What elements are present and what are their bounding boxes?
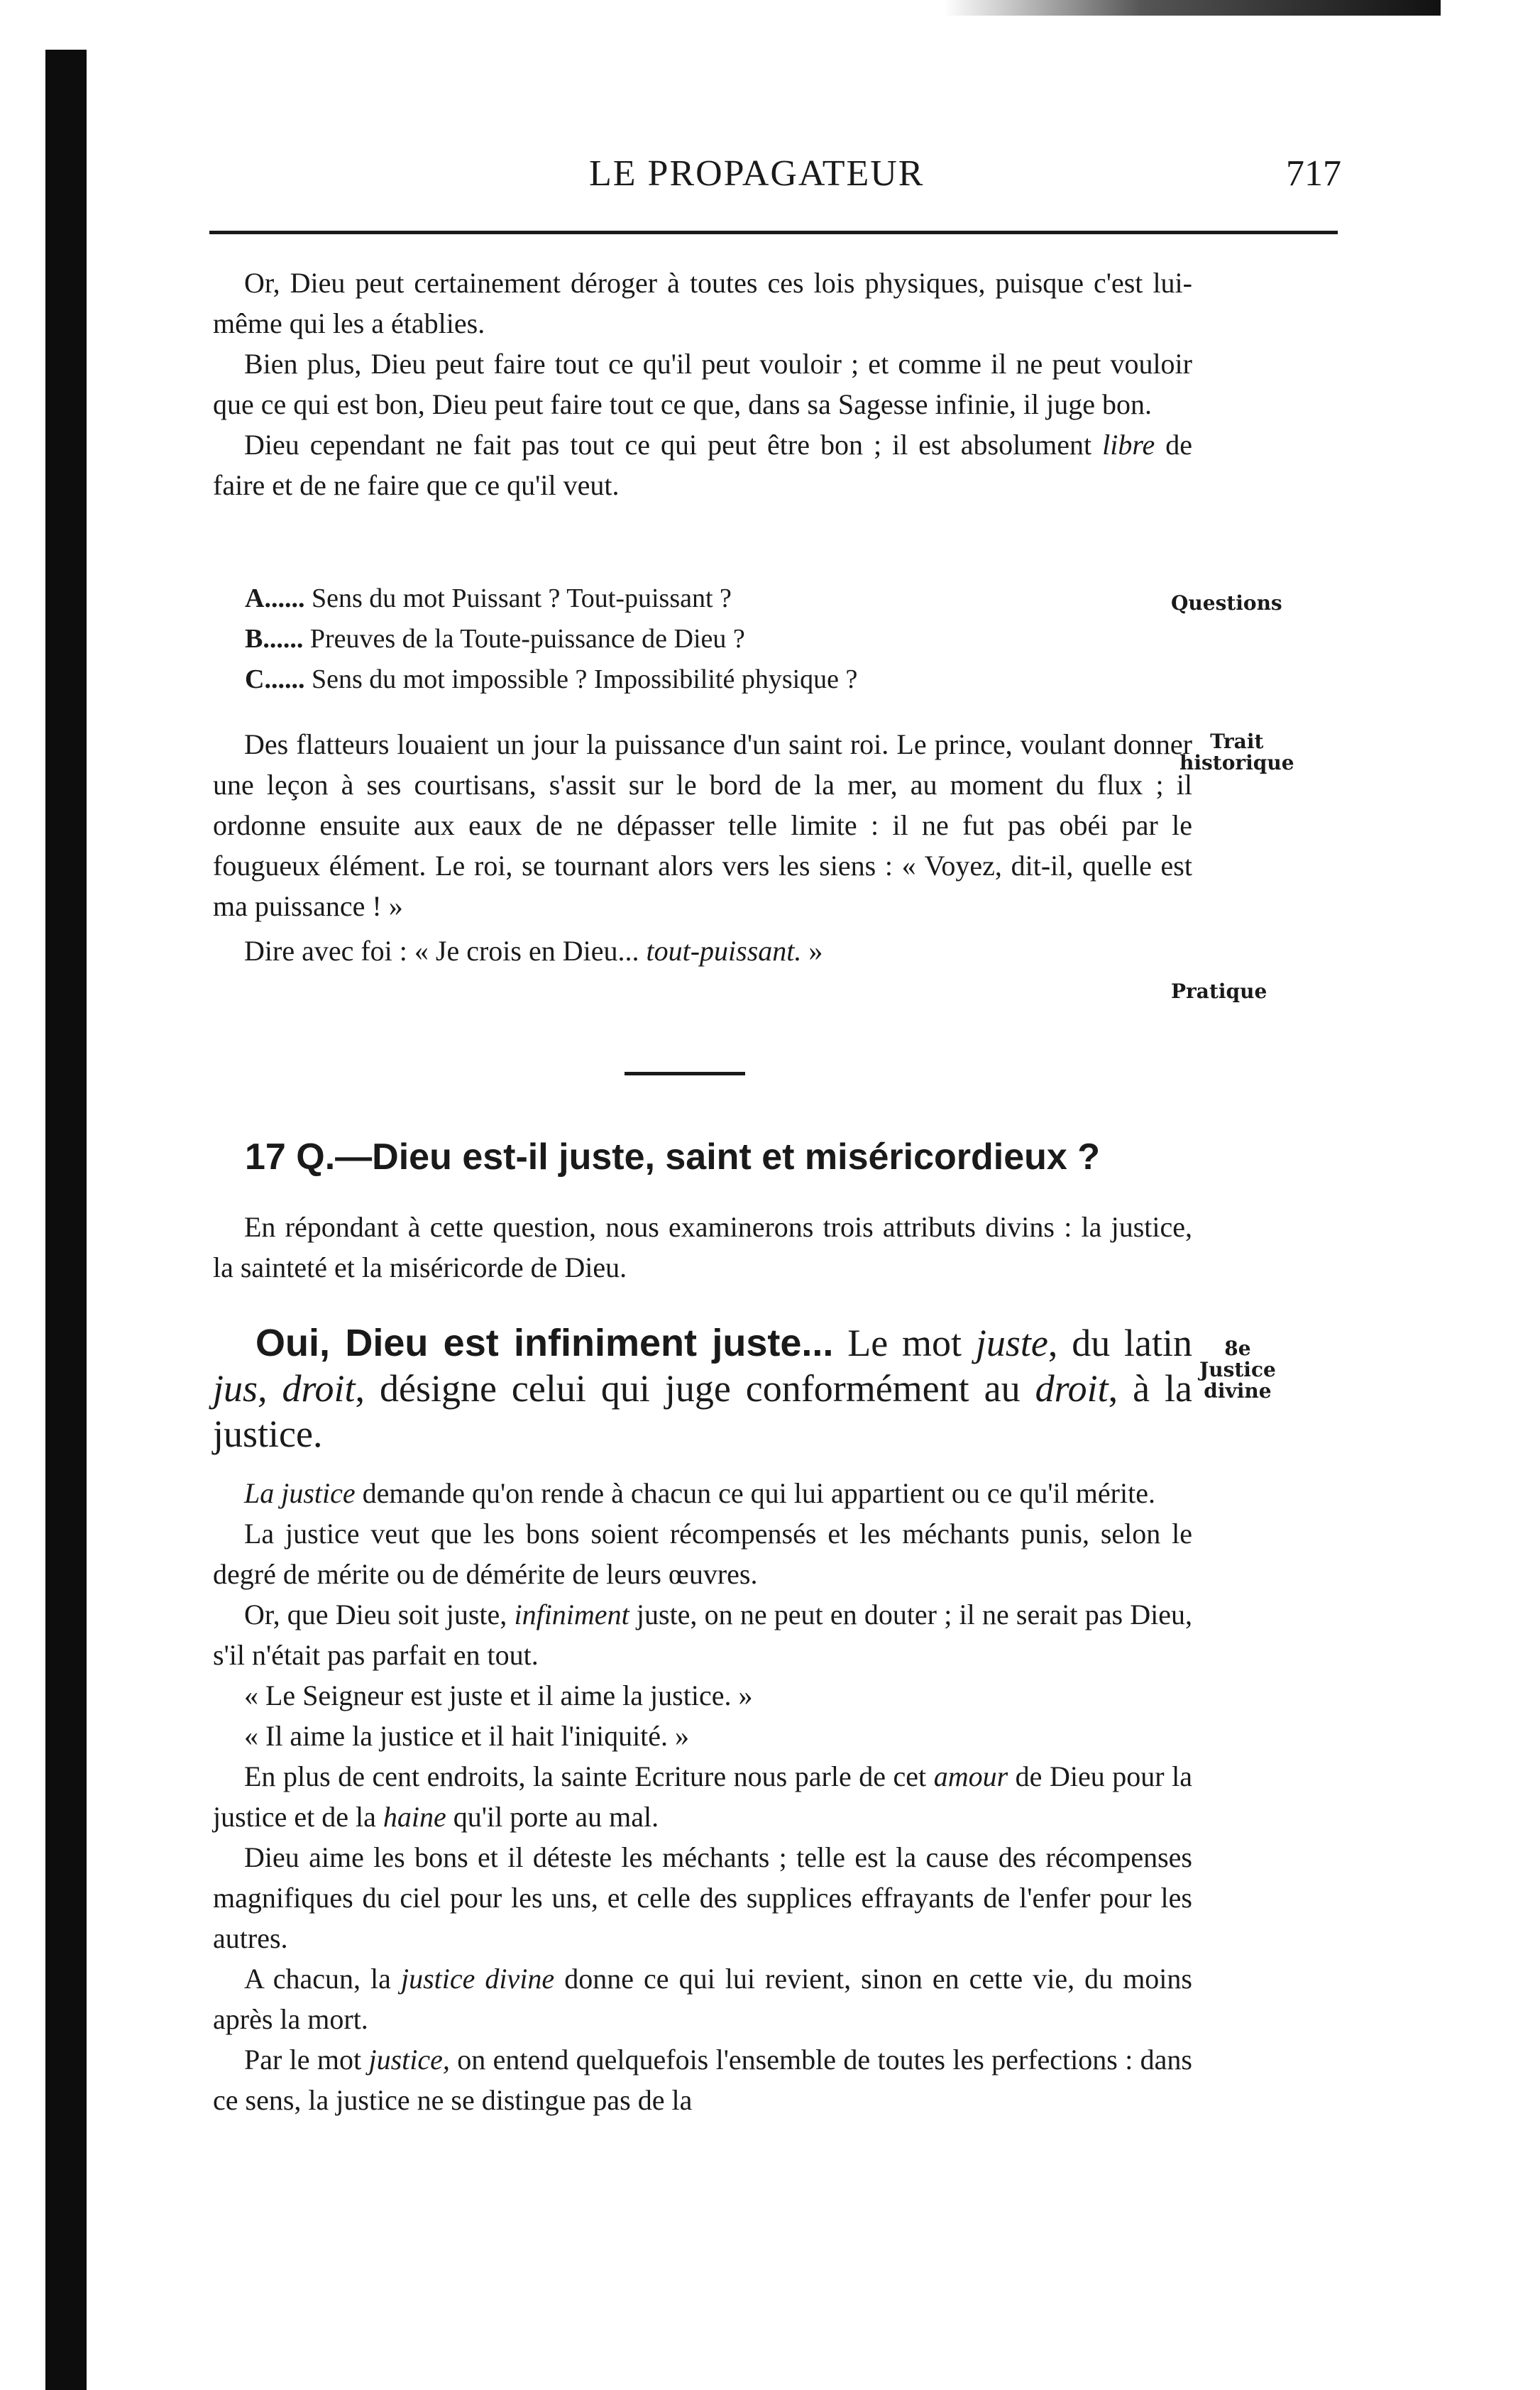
page-number: 717 bbox=[1286, 153, 1341, 194]
question-letter: C...... bbox=[245, 664, 305, 694]
note-line: historique bbox=[1179, 751, 1294, 774]
text-run: Or, que Dieu soit juste, bbox=[244, 1599, 515, 1630]
emphasis: libre bbox=[1102, 429, 1155, 461]
section-intro bbox=[213, 1207, 1192, 1288]
note-line: Trait bbox=[1210, 730, 1264, 753]
question-text: Preuves de la Toute-puissance de Dieu ? bbox=[303, 624, 745, 654]
trait-paragraph: Des flatteurs louaient un jour la puissance d'un saint roi. Le prince, voulant donner une leçon à ses courtisans, s'assit sur le bord de la mer, au moment du flux ; il ordonne ensuite aux eaux de ne dépasser telle limite : il ne fut pas obéi par le fougueux élément. Le roi, se tournant alors vers les siens : « Voyez, dit-il, quelle est ma puissance ! » bbox=[213, 728, 1192, 922]
emphasis: justice, bbox=[368, 2044, 450, 2076]
text-run: qu'il porte au mal. bbox=[446, 1801, 659, 1833]
text-run: En plus de cent endroits, la sainte Ecriture nous parle de cet bbox=[244, 1760, 934, 1792]
question-letter: B...... bbox=[245, 624, 304, 654]
lead-text bbox=[213, 1320, 1192, 1457]
emphasis: amour bbox=[933, 1760, 1008, 1792]
body-paragraph bbox=[213, 1473, 1192, 1513]
margin-note-questions: Questions bbox=[1171, 591, 1282, 615]
question-item bbox=[245, 619, 1167, 659]
section-separator bbox=[625, 1072, 745, 1075]
text-run: Le mot bbox=[833, 1322, 976, 1364]
section-intro-paragraph: En répondant à cette question, nous examinerons trois attributs divins : la justice, la sainteté et la miséricorde de Dieu. bbox=[213, 1211, 1192, 1283]
text-run: on entend quelquefois l'ensemble de toutes les perfections : dans ce sens, la justice ne se distingue pas de la bbox=[213, 2044, 1192, 2116]
body-paragraph: « Le Seigneur est juste et il aime la justice. » bbox=[244, 1679, 753, 1711]
note-line: Justice bbox=[1199, 1358, 1276, 1381]
intro-paragraph: Bien plus, Dieu peut faire tout ce qu'il peut vouloir ; et comme il ne peut vouloir que ce qui est bon, Dieu peut faire tout ce que, dans sa Sagesse infinie, il juge bon. bbox=[213, 348, 1192, 420]
emphasis: juste bbox=[975, 1322, 1048, 1364]
question-item bbox=[245, 659, 1167, 700]
question-item bbox=[245, 579, 1167, 619]
intro-paragraph bbox=[213, 424, 1192, 505]
pratique-paragraph bbox=[213, 931, 1192, 971]
note-line: 8e bbox=[1224, 1337, 1251, 1360]
body-paragraph bbox=[213, 2039, 1192, 2120]
text-run: donne ce qui lui revient, sinon en cette vie, du moins après la mort. bbox=[213, 1963, 1192, 2035]
text-run: , du latin bbox=[1047, 1322, 1192, 1364]
emphasis: La justice bbox=[244, 1477, 356, 1509]
emphasis: droit bbox=[1035, 1367, 1109, 1410]
question-text: Sens du mot Puissant ? Tout-puissant ? bbox=[304, 583, 732, 613]
text-run: Par le mot bbox=[244, 2044, 369, 2076]
text-run: » bbox=[801, 935, 823, 967]
text-run: , désigne celui qui juge conformément au bbox=[355, 1367, 1035, 1410]
margin-note-justice bbox=[1199, 1338, 1276, 1402]
question-text: Sens du mot impossible ? Impossibilité physique ? bbox=[304, 664, 858, 694]
text-run: Dire avec foi : « Je crois en Dieu... bbox=[244, 935, 647, 967]
text-run: A chacun, la bbox=[244, 1963, 401, 1995]
emphasis: tout-puissant. bbox=[646, 935, 802, 967]
running-title: LE PROPAGATEUR bbox=[589, 153, 925, 194]
body-paragraph: « Il aime la justice et il hait l'iniquité. » bbox=[244, 1720, 690, 1752]
trait-historique-text bbox=[213, 724, 1192, 971]
body-paragraph bbox=[213, 1756, 1192, 1837]
header-rule bbox=[209, 231, 1338, 234]
questions-list bbox=[245, 579, 1167, 700]
body-paragraph bbox=[213, 1594, 1192, 1675]
intro-paragraph: Or, Dieu peut certainement déroger à toutes ces lois physiques, puisque c'est lui-même qui les a établies. bbox=[213, 267, 1192, 339]
body-paragraph bbox=[213, 1958, 1192, 2039]
text-run: demande qu'on rende à chacun ce qui lui appartient ou ce qu'il mérite. bbox=[355, 1477, 1155, 1509]
margin-note-pratique: Pratique bbox=[1171, 980, 1267, 1003]
lead-bold: Oui, Dieu est infiniment juste... bbox=[255, 1322, 834, 1364]
text-run: de faire et de ne faire que ce qu'il veut. bbox=[213, 429, 1192, 501]
margin-note-trait bbox=[1179, 731, 1294, 774]
page-header bbox=[206, 146, 1341, 202]
text-run: juste, on ne peut en douter ; il ne serait pas Dieu, s'il n'était pas parfait en tout. bbox=[213, 1599, 1193, 1671]
note-line: divine bbox=[1204, 1379, 1272, 1403]
main-body bbox=[213, 1473, 1192, 2120]
body-paragraph: Dieu aime les bons et il déteste les méchants ; telle est la cause des récompenses magnifiques du ciel pour les uns, et celle des supplices effrayants de l'enfer pour les autres. bbox=[213, 1841, 1192, 1954]
question-letter: A...... bbox=[245, 583, 305, 613]
body-paragraph: La justice veut que les bons soient récompensés et les méchants punis, selon le degré de mérite ou de démérite de leurs œuvres. bbox=[213, 1518, 1192, 1590]
section-heading: 17 Q.—Dieu est-il juste, saint et miséricordieux ? bbox=[245, 1136, 1101, 1178]
text-run: de Dieu pour la justice et de la bbox=[213, 1760, 1192, 1833]
text-run: Dieu cependant ne fait pas tout ce qui peut être bon ; il est absolument bbox=[244, 429, 1103, 461]
emphasis: jus, droit bbox=[213, 1367, 356, 1410]
intro-text bbox=[213, 263, 1192, 505]
text-run: , à la justice. bbox=[213, 1367, 1192, 1455]
emphasis: haine bbox=[383, 1801, 446, 1833]
lead-paragraph bbox=[213, 1320, 1192, 1457]
emphasis: justice divine bbox=[400, 1963, 555, 1995]
emphasis: infiniment bbox=[514, 1599, 629, 1630]
